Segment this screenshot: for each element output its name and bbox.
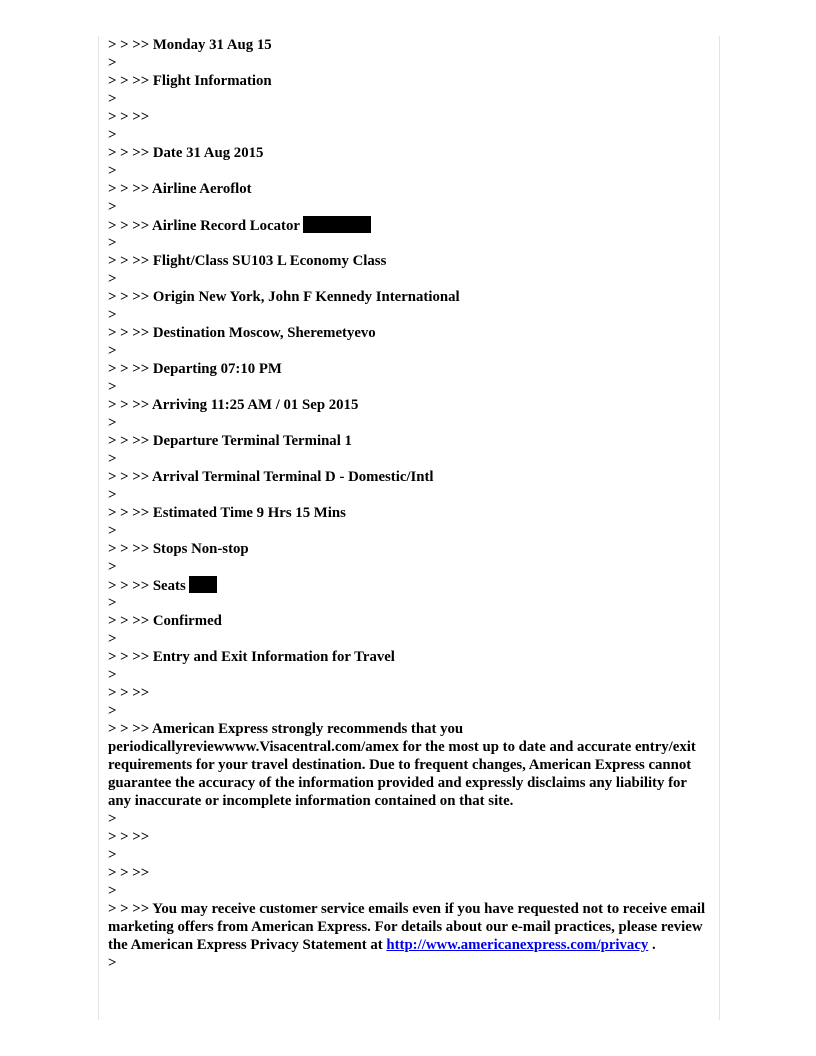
departure-terminal: > > >> Departure Terminal Terminal 1: [108, 433, 352, 449]
quote-marker: >: [108, 199, 117, 215]
quote-marker: >: [108, 703, 117, 719]
section-heading-flight-information: > > >> Flight Information: [108, 73, 272, 89]
quote-marker: > > >>: [108, 685, 150, 701]
seats-row: [108, 576, 708, 594]
quote-marker: >: [108, 631, 117, 647]
quote-marker: >: [108, 415, 117, 431]
quote-marker: >: [108, 235, 117, 251]
airline: > > >> Airline Aeroflot: [108, 181, 252, 197]
section-heading-entry-exit: > > >> Entry and Exit Information for Travel: [108, 649, 395, 665]
quote-marker: >: [108, 487, 117, 503]
privacy-link[interactable]: http://www.americanexpress.com/privacy: [386, 937, 649, 953]
quote-marker: >: [108, 667, 117, 683]
stops: > > >> Stops Non-stop: [108, 541, 249, 557]
privacy-notice-text: > > >> You may receive customer service emails even if you have requested not to receive email marketing offers from American Express. For details about our e-mail practices, please review the American Express Privacy Statement at: [108, 901, 706, 953]
quote-marker: >: [108, 523, 117, 539]
quote-marker: >: [108, 955, 117, 971]
quote-marker: >: [108, 451, 117, 467]
departing: > > >> Departing 07:10 PM: [108, 361, 282, 377]
quote-marker: > > >>: [108, 865, 150, 881]
origin: > > >> Origin New York, John F Kennedy International: [108, 289, 460, 305]
quote-marker: >: [108, 559, 117, 575]
estimated-time: > > >> Estimated Time 9 Hrs 15 Mins: [108, 505, 346, 521]
quote-marker: >: [108, 883, 117, 899]
entry-exit-disclaimer: > > >> American Express strongly recommends that you periodicallyreviewwww.Visacentral.com/amex for the most up to date and accurate entry/exit requirements for your travel destination. Due to frequent changes, American Express cannot guarantee the accuracy of the information provided and expressly disclaims any liability for any inaccurate or incomplete information contained on that site.: [108, 721, 696, 809]
quote-marker: >: [108, 55, 117, 71]
quote-marker: >: [108, 271, 117, 287]
destination: > > >> Destination Moscow, Sheremetyevo: [108, 325, 376, 341]
quote-marker: >: [108, 91, 117, 107]
quote-marker: >: [108, 811, 117, 827]
quote-marker: >: [108, 307, 117, 323]
seats-label: > > >> Seats: [108, 578, 186, 594]
quote-marker: > > >>: [108, 829, 150, 845]
flight-class: > > >> Flight/Class SU103 L Economy Class: [108, 253, 387, 269]
arriving: > > >> Arriving 11:25 AM / 01 Sep 2015: [108, 397, 359, 413]
quote-marker: > > >>: [108, 109, 150, 125]
quote-marker: >: [108, 847, 117, 863]
arrival-terminal: > > >> Arrival Terminal Terminal D - Domestic/Intl: [108, 469, 434, 485]
confirmed-status: > > >> Confirmed: [108, 613, 222, 629]
email-body: [108, 36, 708, 972]
date-heading: > > >> Monday 31 Aug 15: [108, 37, 272, 53]
record-locator-row: [108, 216, 708, 234]
privacy-notice: [108, 900, 708, 954]
left-border: [98, 36, 99, 1020]
quote-marker: >: [108, 379, 117, 395]
quote-marker: >: [108, 127, 117, 143]
privacy-suffix: .: [648, 937, 656, 953]
redacted-block: [189, 576, 217, 593]
quote-marker: >: [108, 595, 117, 611]
flight-date: > > >> Date 31 Aug 2015: [108, 145, 264, 161]
quote-marker: >: [108, 163, 117, 179]
redacted-block: [303, 216, 371, 233]
right-border: [719, 36, 720, 1020]
quote-marker: >: [108, 343, 117, 359]
record-locator-label: > > >> Airline Record Locator: [108, 218, 300, 234]
